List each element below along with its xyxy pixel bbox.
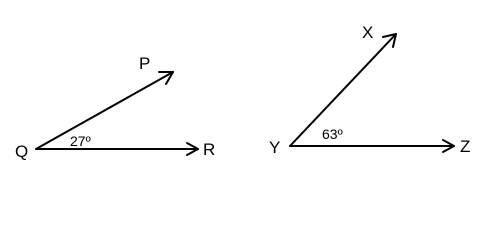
angle-pqr xyxy=(15,54,215,161)
angle-measure-q: 27º xyxy=(70,133,91,149)
label-q: Q xyxy=(15,142,29,161)
ray-qp xyxy=(36,72,173,149)
label-x: X xyxy=(362,23,374,42)
label-y: Y xyxy=(269,138,281,157)
label-z: Z xyxy=(460,137,471,156)
angle-measure-y: 63º xyxy=(322,126,343,142)
angle-xyz xyxy=(269,23,470,157)
ray-yx xyxy=(290,34,396,146)
label-p: P xyxy=(139,54,151,73)
label-r: R xyxy=(203,140,216,159)
